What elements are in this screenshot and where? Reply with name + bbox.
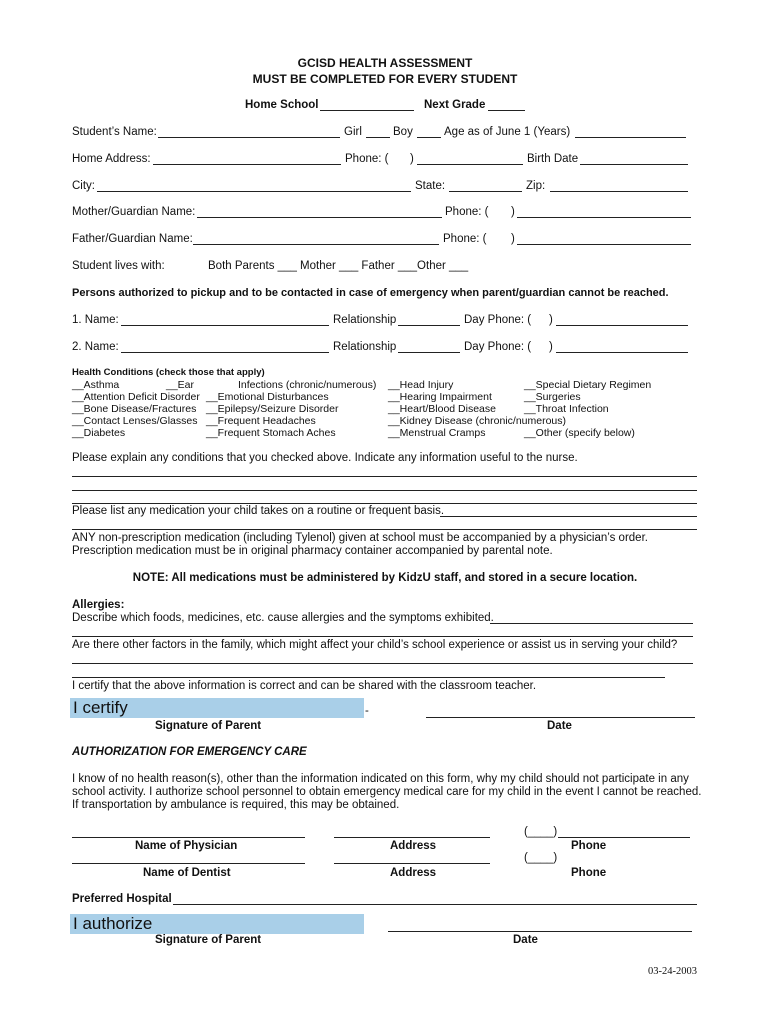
contact2-name-label: 2. Name: xyxy=(72,341,119,353)
emergency-heading: Persons authorized to pickup and to be contacted in case of emergency when parent/guardian cannot be reached. xyxy=(72,287,669,299)
condition-emotional[interactable]: __Emotional Disturbances xyxy=(206,391,329,403)
factors-line-1[interactable] xyxy=(72,663,693,664)
authorize-signature-label: Signature of Parent xyxy=(155,934,262,946)
condition-stomach[interactable]: __Frequent Stomach Aches xyxy=(206,427,336,439)
condition-asthma[interactable]: __Asthma xyxy=(72,379,120,391)
certify-date-field[interactable] xyxy=(426,717,695,718)
student-name-field[interactable] xyxy=(158,137,340,138)
condition-headaches[interactable]: __Frequent Headaches xyxy=(206,415,316,427)
home-address-label: Home Address: xyxy=(72,153,151,165)
next-grade-field[interactable] xyxy=(488,110,525,111)
allergies-line-2[interactable] xyxy=(72,636,693,637)
physician-address-label: Address xyxy=(390,840,437,852)
authorization-line-2: school activity. I authorize school personnel to obtain emergency medical care for my child in the event I cannot be reached. xyxy=(72,786,702,798)
home-school-field[interactable] xyxy=(320,110,414,111)
contact2-relationship-field[interactable] xyxy=(398,352,460,353)
condition-add[interactable]: __Attention Deficit Disorder xyxy=(72,391,200,403)
birth-date-label: Birth Date xyxy=(527,153,579,165)
allergies-prompt: Describe which foods, medicines, etc. cause allergies and the symptoms exhibited. xyxy=(72,612,494,624)
dentist-name-field[interactable] xyxy=(72,863,305,864)
certify-date-label: Date xyxy=(547,720,572,732)
girl-field[interactable] xyxy=(366,137,390,138)
preferred-hospital-label: Preferred Hospital xyxy=(72,893,172,905)
student-name-label: Student’s Name: xyxy=(72,126,157,138)
condition-hearing[interactable]: __Hearing Impairment xyxy=(388,391,492,403)
allergies-heading: Allergies: xyxy=(72,599,125,611)
certify-statement: I certify that the above information is correct and can be shared with the classroom teacher. xyxy=(72,680,537,692)
phone-label: Phone: ( xyxy=(345,153,389,165)
father-phone-field[interactable] xyxy=(517,244,691,245)
certify-signature-label: Signature of Parent xyxy=(155,720,262,732)
birth-date-field[interactable] xyxy=(580,164,688,165)
condition-other[interactable]: __Other (specify below) xyxy=(524,427,635,439)
signature-dash: - xyxy=(365,705,369,717)
condition-surgeries[interactable]: __Surgeries xyxy=(524,391,581,403)
medication-line-1[interactable] xyxy=(440,516,697,517)
authorize-date-field[interactable] xyxy=(388,931,692,932)
physician-name-label: Name of Physician xyxy=(135,840,238,852)
form-title: GCISD HEALTH ASSESSMENT xyxy=(297,56,473,70)
dentist-phone-label: Phone xyxy=(571,867,607,879)
contact2-phone-field[interactable] xyxy=(556,352,688,353)
physician-name-field[interactable] xyxy=(72,837,305,838)
physician-address-field[interactable] xyxy=(334,837,490,838)
state-label: State: xyxy=(415,180,446,192)
boy-label: Boy xyxy=(393,126,413,138)
contact1-relationship-field[interactable] xyxy=(398,325,460,326)
family-factors-prompt: Are there other factors in the family, which might affect your child’s school experience or assist us in serving your child? xyxy=(72,639,678,651)
contact1-phone-paren: ) xyxy=(549,314,553,326)
contact2-relationship-label: Relationship xyxy=(333,341,397,353)
age-field[interactable] xyxy=(575,137,686,138)
condition-diabetes[interactable]: __Diabetes xyxy=(72,427,126,439)
medication-prompt: Please list any medication your child takes on a routine or frequent basis. xyxy=(72,505,445,517)
home-phone-field[interactable] xyxy=(417,164,523,165)
condition-throat[interactable]: __Throat Infection xyxy=(524,403,609,415)
explain-line-1[interactable] xyxy=(72,476,697,477)
preferred-hospital-field[interactable] xyxy=(173,904,697,905)
condition-bone[interactable]: __Bone Disease/Fractures xyxy=(72,403,197,415)
contact1-name-field[interactable] xyxy=(121,325,329,326)
health-conditions-heading: Health Conditions (check those that apply) xyxy=(72,367,265,378)
lives-with-label: Student lives with: xyxy=(72,260,165,272)
father-name-field[interactable] xyxy=(193,244,439,245)
explain-line-3[interactable] xyxy=(72,503,697,504)
dentist-phone-prefix: (____) xyxy=(524,852,558,864)
authorize-date-label: Date xyxy=(513,934,538,946)
authorization-line-3: If transportation by ambulance is required, this may be obtained. xyxy=(72,799,400,811)
physician-phone-prefix: (____) xyxy=(524,826,558,838)
next-grade-label: Next Grade xyxy=(424,99,486,111)
mother-name-field[interactable] xyxy=(197,217,442,218)
form-revision-date: 03-24-2003 xyxy=(648,966,697,977)
explain-line-2[interactable] xyxy=(72,490,697,491)
condition-lenses[interactable]: __Contact Lenses/Glasses xyxy=(72,415,198,427)
explain-prompt: Please explain any conditions that you checked above. Indicate any information useful to the nurse. xyxy=(72,452,578,464)
condition-ear[interactable]: __Ear xyxy=(166,379,195,391)
authorize-signature-field[interactable]: I authorize xyxy=(70,914,364,934)
dentist-address-field[interactable] xyxy=(334,863,490,864)
girl-label: Girl xyxy=(344,126,362,138)
age-label: Age as of June 1 (Years) xyxy=(444,126,571,138)
condition-ear-infections: Infections (chronic/numerous) xyxy=(238,379,377,391)
authorization-line-1: I know of no health reason(s), other than the information indicated on this form, why my child should not participate in any xyxy=(72,773,689,785)
condition-epilepsy[interactable]: __Epilepsy/Seizure Disorder xyxy=(206,403,339,415)
otc-medication-rule: ANY non-prescription medication (including Tylenol) given at school must be accompanied by a physician’s order. xyxy=(72,532,648,544)
authorization-heading: AUTHORIZATION FOR EMERGENCY CARE xyxy=(72,746,307,758)
certify-signature-field[interactable]: I certify xyxy=(70,698,364,718)
phone-paren-close: ) xyxy=(410,153,414,165)
city-label: City: xyxy=(72,180,95,192)
city-field[interactable] xyxy=(97,191,411,192)
contact2-phone-label: Day Phone: ( xyxy=(464,341,532,353)
form-subtitle: MUST BE COMPLETED FOR EVERY STUDENT xyxy=(252,72,518,86)
condition-kidney[interactable]: __Kidney Disease (chronic/numerous) xyxy=(388,415,567,427)
factors-line-2[interactable] xyxy=(72,677,665,678)
condition-menstrual[interactable]: __Menstrual Cramps xyxy=(388,427,486,439)
father-phone-label: Phone: ( xyxy=(443,233,487,245)
prescription-rule: Prescription medication must be in original pharmacy container accompanied by parental note. xyxy=(72,545,553,557)
home-address-field[interactable] xyxy=(153,164,341,165)
physician-phone-field[interactable] xyxy=(558,837,690,838)
mother-name-label: Mother/Guardian Name: xyxy=(72,206,196,218)
dentist-name-label: Name of Dentist xyxy=(143,867,231,879)
zip-label: Zip: xyxy=(526,180,546,192)
contact1-relationship-label: Relationship xyxy=(333,314,397,326)
home-school-label: Home School xyxy=(245,99,319,111)
contact1-phone-field[interactable] xyxy=(556,325,688,326)
condition-dietary[interactable]: __Special Dietary Regimen xyxy=(524,379,652,391)
father-phone-paren: ) xyxy=(511,233,515,245)
physician-phone-label: Phone xyxy=(571,840,607,852)
boy-field[interactable] xyxy=(417,137,441,138)
mother-phone-paren: ) xyxy=(511,206,515,218)
father-name-label: Father/Guardian Name: xyxy=(72,233,193,245)
contact2-name-field[interactable] xyxy=(121,352,329,353)
dentist-address-label: Address xyxy=(390,867,437,879)
contact1-phone-label: Day Phone: ( xyxy=(464,314,532,326)
allergies-line-1[interactable] xyxy=(490,623,693,624)
medication-note: NOTE: All medications must be administered by KidzU staff, and stored in a secure location. xyxy=(132,572,638,584)
lives-with-options[interactable]: Both Parents ___ Mother ___ Father ___Other ___ xyxy=(208,260,469,272)
contact2-phone-paren: ) xyxy=(549,341,553,353)
condition-heart[interactable]: __Heart/Blood Disease xyxy=(388,403,496,415)
contact1-name-label: 1. Name: xyxy=(72,314,119,326)
medication-line-2[interactable] xyxy=(72,529,697,530)
zip-field[interactable] xyxy=(550,191,688,192)
mother-phone-field[interactable] xyxy=(517,217,691,218)
mother-phone-label: Phone: ( xyxy=(445,206,489,218)
condition-head-injury[interactable]: __Head Injury xyxy=(388,379,454,391)
state-field[interactable] xyxy=(449,191,522,192)
